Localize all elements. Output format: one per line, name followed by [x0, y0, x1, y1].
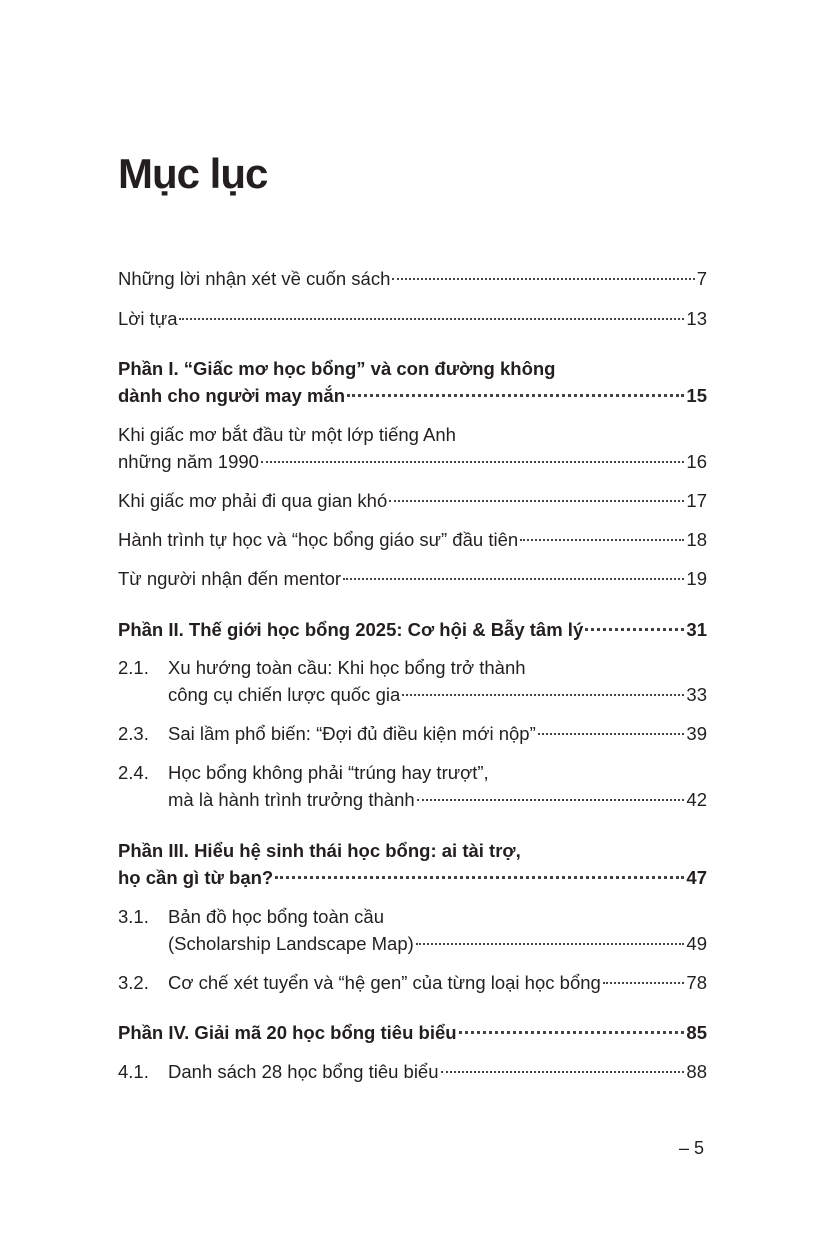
- toc-entry: [118, 969, 707, 996]
- entry-page-number: 49: [686, 933, 707, 954]
- dot-leader: [603, 982, 685, 984]
- dot-leader: [520, 539, 684, 541]
- entry-title: Cơ chế xét tuyển và “hệ gen” của từng loại học bổng: [168, 972, 601, 993]
- entry-page-number: 33: [686, 684, 707, 705]
- toc-entry: [118, 759, 707, 813]
- section-number: 2.4.: [118, 762, 149, 783]
- dot-leader: [179, 318, 684, 320]
- dot-leader: [441, 1071, 685, 1073]
- entry-page-number: 42: [686, 789, 707, 810]
- entry-title: (Scholarship Landscape Map): [168, 933, 414, 954]
- entry-page-number: 39: [686, 723, 707, 744]
- entry-title: mà là hành trình trưởng thành: [168, 789, 415, 810]
- toc-entry: [118, 487, 707, 514]
- dot-leader: [275, 876, 684, 879]
- page-title: Mục lục: [118, 150, 268, 197]
- entry-page-number: 78: [686, 972, 707, 993]
- entry-page-number: 88: [686, 1061, 707, 1082]
- toc-entry: [118, 616, 707, 643]
- dot-leader: [417, 799, 685, 801]
- section-number: 2.1.: [118, 657, 149, 678]
- entry-title-line: Bản đồ học bổng toàn cầu: [168, 906, 385, 927]
- entry-page-number: 13: [686, 308, 707, 329]
- entry-title-line: Phần I. “Giấc mơ học bổng” và con đường không: [118, 358, 556, 379]
- toc-entry: [118, 720, 707, 747]
- entry-page-number: 19: [686, 568, 707, 589]
- entry-title: Khi giấc mơ phải đi qua gian khó: [118, 490, 388, 511]
- dot-leader: [392, 278, 694, 280]
- dot-leader: [538, 733, 685, 735]
- toc-entry: [118, 305, 707, 332]
- entry-title: Từ người nhận đến mentor: [118, 568, 342, 589]
- entry-title: Danh sách 28 học bổng tiêu biểu: [168, 1061, 439, 1082]
- toc-entry: [118, 654, 707, 708]
- entry-title: những năm 1990: [118, 451, 259, 472]
- entry-page-number: 17: [686, 490, 707, 511]
- section-number: 3.2.: [118, 972, 149, 993]
- entry-page-number: 7: [696, 268, 707, 289]
- entry-page-number: 18: [686, 529, 707, 550]
- page-number: – 5: [679, 1138, 705, 1158]
- toc-entry: [118, 1058, 707, 1085]
- entry-page-number: 15: [686, 385, 707, 406]
- entry-page-number: 85: [686, 1022, 707, 1043]
- entry-page-number: 16: [686, 451, 707, 472]
- entry-title: Sai lầm phổ biến: “Đợi đủ điều kiện mới nộp”: [168, 723, 536, 744]
- dot-leader: [402, 694, 684, 696]
- dot-leader: [585, 628, 684, 631]
- section-number: 3.1.: [118, 906, 149, 927]
- toc-entry: [118, 421, 707, 475]
- dot-leader: [347, 394, 684, 397]
- entry-title: Những lời nhận xét về cuốn sách: [118, 268, 391, 289]
- toc-entry: [118, 1019, 707, 1046]
- entry-title: Phần II. Thế giới học bổng 2025: Cơ hội & Bẫy tâm lý: [118, 619, 584, 640]
- dot-leader: [261, 461, 684, 463]
- entry-title: Lời tựa: [118, 308, 178, 329]
- toc-entry: [118, 526, 707, 553]
- dot-leader: [459, 1031, 685, 1034]
- toc-entry: [118, 265, 707, 292]
- entry-title-line: Xu hướng toàn cầu: Khi học bổng trở thành: [168, 657, 526, 678]
- entry-title: công cụ chiến lược quốc gia: [168, 684, 401, 705]
- toc-entry: [118, 903, 707, 957]
- entry-title: dành cho người may mắn: [118, 385, 345, 406]
- entry-title: Hành trình tự học và “học bổng giáo sư” đầu tiên: [118, 529, 519, 550]
- dot-leader: [343, 578, 684, 580]
- entry-title: Phần IV. Giải mã 20 học bổng tiêu biểu: [118, 1022, 457, 1043]
- section-number: 4.1.: [118, 1061, 149, 1082]
- section-number: 2.3.: [118, 723, 149, 744]
- entry-title: họ cần gì từ bạn?: [118, 867, 274, 888]
- entry-page-number: 31: [686, 619, 707, 640]
- entry-title-line: Học bổng không phải “trúng hay trượt”,: [168, 762, 489, 783]
- toc-entry: [118, 837, 707, 891]
- dot-leader: [416, 943, 685, 945]
- dot-leader: [389, 500, 684, 502]
- entry-title-line: Khi giấc mơ bắt đầu từ một lớp tiếng Anh: [118, 424, 456, 445]
- entry-page-number: 47: [686, 867, 707, 888]
- toc-entry: [118, 565, 707, 592]
- toc-entry: [118, 355, 707, 409]
- entry-title-line: Phần III. Hiểu hệ sinh thái học bổng: ai tài trợ,: [118, 840, 521, 861]
